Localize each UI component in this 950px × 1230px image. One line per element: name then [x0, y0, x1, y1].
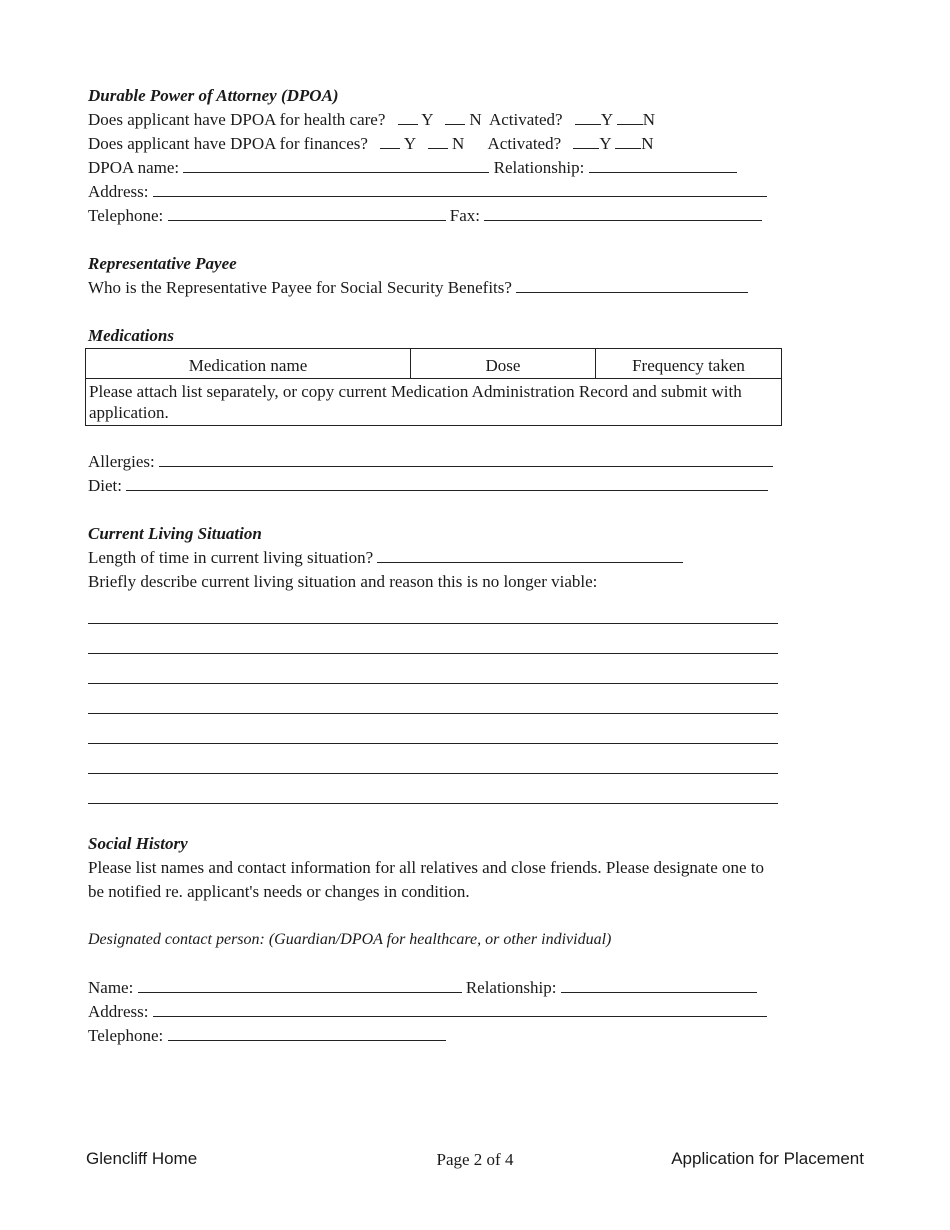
- medications-table: [85, 348, 782, 426]
- health-no-label: N: [469, 110, 482, 129]
- contact-name-field[interactable]: [138, 977, 462, 993]
- finance-no-label: N: [451, 134, 465, 153]
- dpoa-name-label: DPOA name:: [88, 158, 180, 177]
- finance-no-blank[interactable]: [428, 133, 448, 149]
- health-yes-blank[interactable]: [398, 109, 418, 125]
- column-frequency: Frequency taken: [596, 349, 782, 379]
- finance-activated-yes-blank[interactable]: [573, 133, 599, 149]
- living-description-line[interactable]: [88, 594, 778, 624]
- health-yes-label: Y: [421, 110, 433, 129]
- dpoa-address-label: Address:: [88, 182, 149, 201]
- health-activated-no-label: N: [642, 110, 656, 129]
- form-page: [88, 84, 788, 1048]
- living-description-line[interactable]: [88, 624, 778, 654]
- dpoa-health-question: Does applicant have DPOA for health care?: [88, 110, 386, 129]
- dpoa-telephone-field[interactable]: [168, 205, 446, 221]
- finance-activated-label: Activated?: [487, 134, 562, 153]
- living-description-line[interactable]: [88, 684, 778, 714]
- dpoa-heading: Durable Power of Attorney (DPOA): [88, 86, 339, 105]
- payee-heading: Representative Payee: [88, 254, 237, 273]
- contact-address-field[interactable]: [153, 1001, 767, 1017]
- footer-organization: Glencliff Home: [86, 1149, 198, 1168]
- contact-telephone-field[interactable]: [168, 1025, 446, 1041]
- dpoa-relationship-field[interactable]: [589, 157, 737, 173]
- contact-relationship-label: Relationship:: [465, 978, 557, 997]
- living-length-question: Length of time in current living situation?: [88, 548, 374, 567]
- contact-address-row: [88, 1000, 788, 1024]
- column-medication-name: Medication name: [86, 349, 411, 379]
- dpoa-relationship-label: Relationship:: [493, 158, 585, 177]
- dpoa-telephone-label: Telephone:: [88, 206, 164, 225]
- column-dose: Dose: [411, 349, 596, 379]
- dpoa-finance-question: Does applicant have DPOA for finances?: [88, 134, 368, 153]
- allergies-field[interactable]: [159, 451, 773, 467]
- payee-question: Who is the Representative Payee for Social Security Benefits?: [88, 278, 512, 297]
- footer-page-number: Page 2 of 4: [436, 1150, 514, 1169]
- allergies-row: [88, 450, 788, 474]
- living-description-line[interactable]: [88, 774, 778, 804]
- health-activated-label: Activated?: [488, 110, 563, 129]
- dpoa-address-field[interactable]: [153, 181, 767, 197]
- finance-activated-yes-label: Y: [599, 134, 612, 153]
- dpoa-fax-field[interactable]: [484, 205, 762, 221]
- health-activated-yes-label: Y: [600, 110, 613, 129]
- dpoa-name-field[interactable]: [183, 157, 489, 173]
- dpoa-telephone-row: [88, 204, 788, 228]
- finance-activated-no-blank[interactable]: [615, 133, 641, 149]
- living-description-line[interactable]: [88, 714, 778, 744]
- payee-field[interactable]: [516, 277, 748, 293]
- designated-contact-note: Designated contact person: (Guardian/DPOA for healthcare, or other individual): [88, 931, 612, 948]
- medications-header-row: [86, 349, 782, 379]
- social-instructions: Please list names and contact information for all relatives and close friends. Please designate one to be notified re. applicant's needs or changes in condition.: [88, 858, 765, 901]
- finance-activated-no-label: N: [641, 134, 654, 153]
- contact-telephone-label: Telephone:: [88, 1026, 164, 1045]
- living-describe-prompt: Briefly describe current living situation and reason this is no longer viable:: [88, 572, 598, 591]
- diet-row: [88, 474, 788, 498]
- living-length-field[interactable]: [377, 547, 683, 563]
- living-length-row: [88, 546, 788, 570]
- living-heading: Current Living Situation: [88, 524, 262, 543]
- payee-row: [88, 276, 788, 300]
- finance-yes-label: Y: [403, 134, 416, 153]
- medications-heading: Medications: [88, 326, 174, 345]
- dpoa-fax-label: Fax:: [449, 206, 481, 225]
- dpoa-health-row: [88, 108, 788, 132]
- contact-address-label: Address:: [88, 1002, 149, 1021]
- allergies-label: Allergies:: [88, 452, 155, 471]
- living-description-line[interactable]: [88, 654, 778, 684]
- health-activated-yes-blank[interactable]: [575, 109, 601, 125]
- living-description-line[interactable]: [88, 744, 778, 774]
- contact-name-row: [88, 976, 788, 1000]
- social-heading: Social History: [88, 834, 188, 853]
- dpoa-finance-row: [88, 132, 788, 156]
- finance-yes-blank[interactable]: [380, 133, 400, 149]
- medications-note: Please attach list separately, or copy current Medication Administration Record and submit with application.: [86, 379, 782, 426]
- diet-label: Diet:: [88, 476, 122, 495]
- dpoa-address-row: [88, 180, 788, 204]
- dpoa-name-row: [88, 156, 788, 180]
- footer-document-title: Application for Placement: [671, 1149, 864, 1168]
- health-no-blank[interactable]: [445, 109, 465, 125]
- contact-relationship-field[interactable]: [561, 977, 757, 993]
- contact-telephone-row: [88, 1024, 788, 1048]
- health-activated-no-blank[interactable]: [617, 109, 643, 125]
- contact-name-label: Name:: [88, 978, 134, 997]
- diet-field[interactable]: [126, 475, 768, 491]
- medications-note-row: [86, 379, 782, 426]
